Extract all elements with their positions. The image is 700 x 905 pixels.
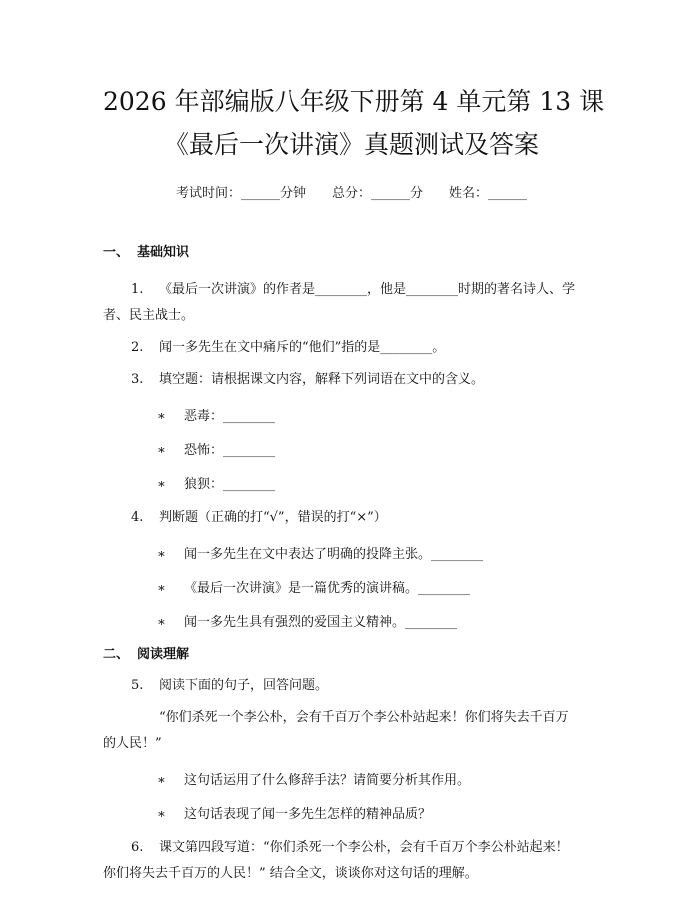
section-number: 二、	[103, 647, 130, 662]
section-number: 一、	[103, 245, 130, 260]
student-name-field: 姓名：______	[449, 186, 528, 201]
list-item: ∗ 这句话表现了闻一多先生怎样的精神品质？	[103, 805, 600, 825]
question-5	[103, 673, 600, 699]
list-item: ∗ 狼狈：________	[103, 475, 600, 495]
section-title: 基础知识	[137, 245, 190, 260]
question-text-continued: 者、民主战士。	[103, 308, 195, 323]
question-text: 填空题：请根据课文内容，解释下列词语在文中的含义。	[159, 372, 485, 387]
question-6	[103, 835, 600, 887]
question-text-continued: 你们将失去千百万的人民！” 结合全文，谈谈你对这句话的理解。	[103, 866, 478, 881]
question-text: 闻一多先生在文中痛斥的“他们”指的是________。	[159, 340, 446, 355]
question-number: 3.	[131, 372, 144, 387]
exam-meta	[103, 184, 600, 204]
bullet-icon: ∗	[157, 477, 166, 492]
exam-time-field: 考试时间：______分钟	[175, 186, 306, 201]
list-item: ∗ 这句话运用了什么修辞手法？请简要分析其作用。	[103, 771, 600, 791]
bullet-icon: ∗	[157, 443, 166, 458]
bullet-icon: ∗	[157, 615, 166, 630]
title-line-2: 《最后一次讲演》真题测试及答案	[163, 130, 539, 159]
bullet-icon: ∗	[157, 807, 166, 822]
list-item: ∗ 闻一多先生在文中表达了明确的投降主张。________	[103, 545, 600, 565]
list-item: ∗ 恐怖：________	[103, 441, 600, 461]
total-score-field: 总分：______分	[331, 186, 423, 201]
question-text: 判断题（正确的打“√”，错误的打“×”）	[159, 510, 387, 525]
section-title: 阅读理解	[137, 647, 190, 662]
question-3	[103, 367, 600, 393]
page-title	[103, 0, 605, 166]
question-2	[103, 335, 600, 361]
list-item: ∗ 《最后一次讲演》是一篇优秀的演讲稿。________	[103, 579, 600, 599]
question-number: 5.	[131, 678, 144, 693]
title-line-1: 2026 年部编版八年级下册第 4 单元第 13 课	[103, 87, 605, 116]
section-heading-basics	[103, 243, 600, 263]
bullet-icon: ∗	[157, 409, 166, 424]
question-text: 阅读下面的句子，回答问题。	[159, 678, 329, 693]
question-text: 课文第四段写道：“你们杀死一个李公朴，会有千百万个李公朴站起来！	[159, 840, 569, 855]
question-text: 《最后一次讲演》的作者是________，他是________时期的著名诗人、学	[159, 282, 576, 297]
section-heading-reading	[103, 645, 600, 665]
bullet-icon: ∗	[157, 773, 166, 788]
bullet-icon: ∗	[157, 581, 166, 596]
list-item: ∗ 闻一多先生具有强烈的爱国主义精神。________	[103, 613, 600, 633]
quoted-passage: “你们杀死一个李公朴，会有千百万个李公朴站起来！你们将失去千百万 的人民！”	[103, 710, 569, 751]
bullet-icon: ∗	[157, 547, 166, 562]
question-number: 1.	[131, 282, 144, 297]
question-number: 2.	[131, 340, 144, 355]
list-item: ∗ 恶毒：________	[103, 407, 600, 427]
question-number: 4.	[131, 510, 144, 525]
question-1	[103, 277, 600, 329]
question-4	[103, 505, 600, 531]
question-number: 6.	[131, 840, 144, 855]
